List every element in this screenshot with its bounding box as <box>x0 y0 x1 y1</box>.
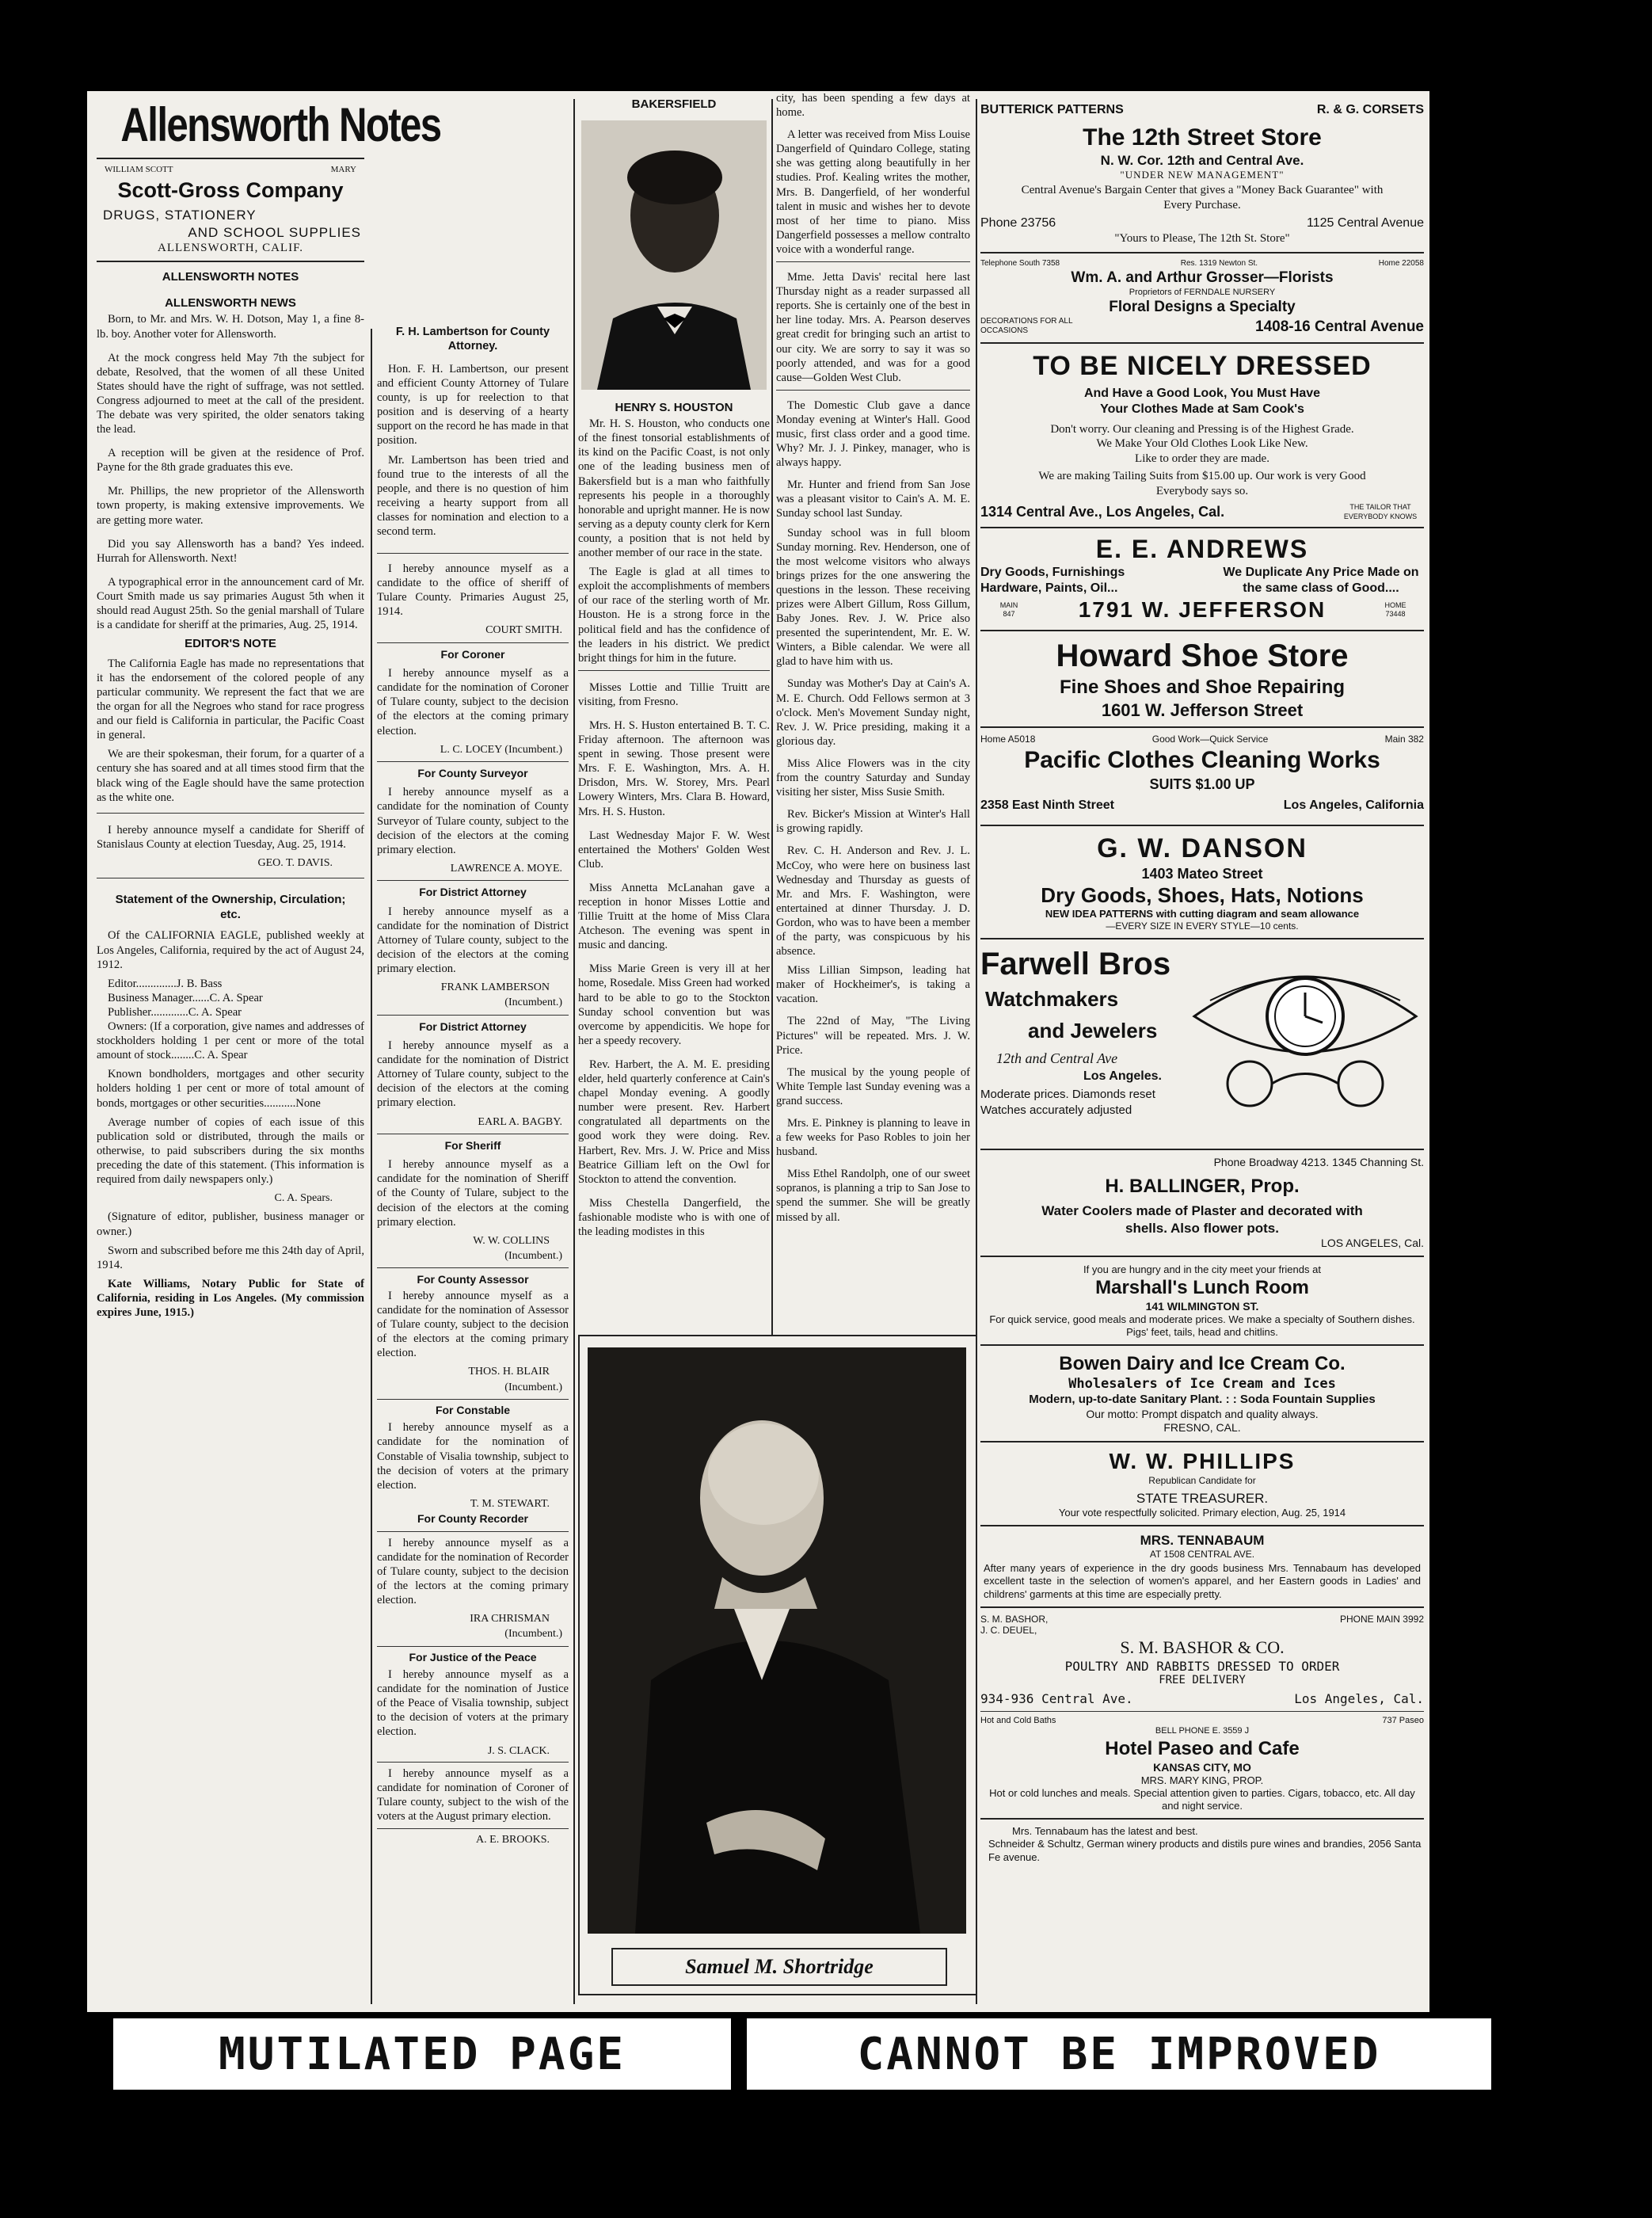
ad-nicely-line-2: Your Clothes Made at Sam Cook's <box>1100 402 1304 416</box>
article-text: Owners: (If a corporation, give names and addresses of stockholders holding 1 per cent or more of the total amount of stock........C. A. Spear <box>97 1020 364 1062</box>
announcement-heading: For Justice of the Peace <box>409 1650 537 1664</box>
ad-phillips-line-2: STATE TREASURER. <box>1136 1491 1269 1507</box>
article-text: Known bondholders, mortgages and other security holders holding 1 per cent or more of total amount of bonds, mortgages or other securities...........None <box>97 1068 364 1110</box>
announcement-heading: For Sheriff <box>444 1138 501 1152</box>
article-text: Miss Marie Green is very ill at her home, Rosedale. Miss Green had worked hard to be able to go to the Stockton Sunday school convention but was overcome by appendicitis. We hope for her a speedy recovery. <box>578 962 770 1047</box>
article-text: Misses Lottie and Tillie Truitt are visiting, from Fresno. <box>578 680 770 708</box>
ad-danson-address: 1403 Mateo Street <box>1141 865 1263 882</box>
company-place: ALLENSWORTH, CALIF. <box>158 241 303 254</box>
article-text: Mme. Jetta Davis' recital here last Thursday night as a reader surpassed all reports. She is certainly one of the best in her line today. Mrs. A. Pearson deserves great credit for bringing such an artist to our city. We are sorry to say it was so poorly attended, and was for a good cause—Golden West Club. <box>776 271 970 384</box>
announcement-text: I hereby announce myself as a candidate for the nomination of Recorder of Tulare county, subject to the decision of the lectors at the coming primary election. <box>377 1536 569 1606</box>
article-text: Mr. Phillips, the new proprietor of the Allensworth town property, is making extensive improvements. We are getting more water. <box>97 485 364 527</box>
ads-column <box>980 91 1424 2012</box>
column-rule <box>573 99 575 2004</box>
announcement-text: I hereby announce myself as a candidate for the nomination of Coroner of Tulare county, subject to the decision of the electors at the coming primary election. <box>377 667 569 737</box>
ad-butterick: BUTTERICK PATTERNS <box>980 103 1124 116</box>
eye-watch-icon <box>1186 953 1424 1111</box>
ad-12th-street-title: The 12th Street Store <box>1083 124 1322 151</box>
article-text: The California Eagle has made no representations that it has the endorsement of the colored people of any particular community. We represent the fact that we are the organ for all the Negroes who stand for race progress and our field is California in particular, the Pacific Coast in general. <box>97 657 364 742</box>
article-text: Mr. H. S. Houston, who conducts one of the finest tonsorial establishments of its kind on the Pacific Coast, is not only one of the leading business men of Bakersfield but is a man who faithfully represents his people in a thoroughly honorable and upright manner. He is now serving as a deputy county clerk for Kern county, a position that is not held by another member of our race in the state. <box>578 417 770 560</box>
ad-farwell-line-6: Watches accurately adjusted <box>980 1103 1132 1118</box>
company-line-2: AND SCHOOL SUPPLIES <box>188 224 361 240</box>
announcement-text: Hon. F. H. Lambertson, our present and efficient County Attorney of Tulare county, is up for reelection to that position and is deserving of a hearty support on the record he has made in that position. <box>377 362 569 448</box>
signature: J. S. CLACK. <box>487 1744 550 1757</box>
ad-12th-street-phone: Phone 23756 <box>980 216 1056 231</box>
ad-bowen-line-3: Our motto: Prompt dispatch and quality always. <box>1086 1407 1319 1420</box>
ad-paseo-title: Hotel Paseo and Cafe <box>1105 1737 1300 1759</box>
ad-phillips-line-1: Republican Candidate for <box>1148 1475 1256 1487</box>
column-3 <box>578 91 770 1434</box>
article-text: Miss Lillian Simpson, leading hat maker of Hockheimer's, is taking a vacation. <box>776 964 970 1006</box>
ad-ballinger-phone: Phone Broadway 4213. 1345 Channing St. <box>1213 1156 1424 1169</box>
article-text: The musical by the young people of White Temple last Sunday evening was a grand success. <box>776 1065 970 1107</box>
portrait-image <box>588 1347 966 1934</box>
column-4 <box>776 91 970 1426</box>
ad-grosser-sub: Proprietors of FERNDALE NURSERY <box>1129 287 1276 297</box>
ad-bowen-city: FRESNO, CAL. <box>1163 1421 1241 1435</box>
announcement-text: I hereby announce myself as a candidate for the nomination of District Attorney of Tulare county, subject to the decision of the electors at the coming primary election. <box>377 1039 569 1110</box>
ad-nicely-address: 1314 Central Ave., Los Angeles, Cal. <box>980 504 1225 520</box>
signature: W. W. COLLINS <box>473 1234 550 1247</box>
ad-bashor-city: Los Angeles, Cal. <box>1294 1690 1424 1706</box>
ad-pacific-suits: SUITS $1.00 UP <box>1149 776 1255 792</box>
ad-marshall-line-1: If you are hungry and in the city meet your friends at <box>1083 1263 1321 1275</box>
masthead-sub-right: MARY <box>330 165 356 175</box>
ad-nicely-line-7: Everybody says so. <box>1155 484 1249 497</box>
company-line-1: DRUGS, STATIONERY <box>103 208 257 223</box>
ad-grosser-address: 1408-16 Central Avenue <box>1255 318 1424 335</box>
announcement-heading: For District Attorney <box>419 886 527 899</box>
ad-bashor-phone: PHONE MAIN 3992 <box>1339 1613 1424 1625</box>
announcement-text: I hereby announce myself as a candidate for the nomination of Sheriff of the County of Tulare, subject to the decision of the electors at the coming primary election. <box>377 1158 569 1229</box>
ad-marshall-title: Marshall's Lunch Room <box>1095 1277 1309 1299</box>
masthead-sub-left: WILLIAM SCOTT <box>105 165 173 175</box>
shortridge-caption: Samuel M. Shortridge <box>685 1955 874 1978</box>
signature: GEO. T. DAVIS. <box>257 856 333 869</box>
ad-tennabaum-note: Mrs. Tennabaum has the latest and best. <box>1012 1825 1198 1838</box>
ad-paseo-bell: BELL PHONE E. 3559 J <box>1155 1726 1250 1736</box>
ad-danson-title: G. W. DANSON <box>1097 833 1308 863</box>
article-text: Sunday school was in full bloom Sunday morning. Rev. Henderson, one of the most welcome visitors who always brings prizes for the one answering the questions in the lesson. These receiving prizes were Albert Gillum, Ross Gillum, Baby Jones. Rev. J. W. Price also presented the superintendent, Mr. E. W. Winters, a Bible calendar. We were all glad to have him with us. <box>776 526 970 669</box>
article-text: Miss Ethel Randolph, one of our sweet sopranos, is planning a trip to San Jose to spend the summer. She will be greatly missed by all. <box>776 1168 970 1224</box>
article-text: Rev. C. H. Anderson and Rev. J. L. McCoy, who were here on business last Wednesday and Thursday as guests of Mr. and Mrs. F. Washington, were entertained at dinner Thursday. J. D. Gordon, who was to have been a member of the party, was conspicuous by his absence. <box>776 844 970 958</box>
article-text: Last Wednesday Major F. W. West entertained the Mothers' Golden West Club. <box>578 829 770 871</box>
signature: C. A. Spears. <box>274 1192 333 1205</box>
ad-pacific-service: Good Work—Quick Service <box>1151 734 1269 745</box>
allensworth-notes-heading: ALLENSWORTH NOTES <box>162 270 299 284</box>
ad-nicely-line-6: We are making Tailing Suits from $15.00 up. Our work is very Good <box>1038 470 1366 483</box>
ad-andrews-left: Dry Goods, Furnishings Hardware, Paints, Oil... <box>980 566 1125 596</box>
signature: LAWRENCE A. MOYE. <box>450 862 562 875</box>
ad-howard-title: Howard Shoe Store <box>1056 638 1349 673</box>
ad-andrews-right: We Duplicate Any Price Made on the same class of Good.... <box>1223 566 1419 596</box>
ad-grosser-home: Home 22058 <box>1378 258 1424 268</box>
ad-pacific-main: Main 382 <box>1384 734 1424 745</box>
article-text: Rev. Harbert, the A. M. E. presiding elder, held quarterly conference at Cain's chapel Monday evening. A goodly number were present. Rev. Harbert congratulated all departments on the good work they were doing. Rev. Harbert, Rev. Mrs. J. W. Price and Miss Beatrice Gilliam left on the Owl for Stockton to attend the convention. <box>578 1058 770 1186</box>
article-text: Sunday was Mother's Day at Cain's A. M. E. Church. Odd Fellows sermon at 3 o'clock. Men's Movement Sunday night, Rev. J. W. Price presiding, making it a glorious day. <box>776 677 970 748</box>
column-1 <box>97 91 441 2012</box>
ad-grosser-floral: Floral Designs a Specialty <box>1109 299 1296 316</box>
ad-bashor-address: 934-936 Central Ave. <box>980 1690 1133 1706</box>
ad-tennabaum-text: After many years of experience in the dry goods business Mrs. Tennabaum has developed excellent taste in the selection of women's apparel, and her Eastern goods in Ladies' and childrens' garments at this time are especially pretty. <box>984 1562 1421 1600</box>
ad-howard-address: 1601 W. Jefferson Street <box>1101 700 1304 721</box>
ad-12th-street-mgmt: "UNDER NEW MANAGEMENT" <box>1120 169 1285 181</box>
ad-paseo-city: KANSAS CITY, MO <box>1153 1760 1251 1774</box>
article-text: Miss Alice Flowers was in the city from the country Saturday and Sunday visiting her sister, Miss Susie Smith. <box>776 756 970 799</box>
article-text: At the mock congress held May 7th the subject for debate, Resolved, that the women of all these United States should have the right of suffrage, was not settled. Congress adjourned to meet at the call of the president. The debate was very spirited, the older senators taking the lead. <box>97 351 364 436</box>
ad-grosser-tel: Telephone South 7358 <box>980 258 1060 268</box>
ad-paseo-text: Hot or cold lunches and meals. Special attention given to parties. Cigars, tobacco, etc. All day and night service. <box>989 1787 1415 1812</box>
announcement-text: I hereby announce myself as a candidate for nomination of Coroner of Tulare county, subject to the wish of the voters at the August primary election. <box>377 1766 569 1824</box>
portrait-image <box>581 120 767 390</box>
article-text: Of the CALIFORNIA EAGLE, published weekly at Los Angeles, California, required by the act of August 24, 1912. <box>97 929 365 971</box>
announcement-heading: For County Recorder <box>417 1512 528 1526</box>
ad-12th-street-address: N. W. Cor. 12th and Central Ave. <box>1100 153 1304 169</box>
ad-farwell-line-2: and Jewelers <box>1028 1019 1158 1043</box>
signature: A. E. BROOKS. <box>476 1834 550 1846</box>
ad-nicely-line-1: And Have a Good Look, You Must Have <box>1083 386 1321 400</box>
ad-farwell-line-1: Watchmakers <box>985 987 1119 1012</box>
cannot-be-improved-banner <box>744 2016 1494 2092</box>
ad-bowen-line-1: Wholesalers of Ice Cream and Ices <box>1068 1376 1336 1393</box>
newspaper-page <box>87 91 1429 2012</box>
ad-paseo-baths: Hot and Cold Baths <box>980 1715 1056 1725</box>
announcement-heading: For District Attorney <box>419 1019 527 1033</box>
announcement-text: I hereby announce myself as a candidate for the nomination of Constable of Visalia township, subject to the decision of voters at the primary election. <box>377 1421 569 1492</box>
editors-note-heading: EDITOR'S NOTE <box>185 637 276 651</box>
banner-left-text: MUTILATED PAGE <box>218 2028 626 2080</box>
article-text: Did you say Allensworth has a band? Yes indeed. Hurrah for Allensworth. Next! <box>97 537 364 565</box>
article-text: Born, to Mr. and Mrs. W. H. Dotson, May 1, a fine 8-lb. boy. Another voter for Allensworth. <box>97 313 364 341</box>
announcement-text: I hereby announce myself as a candidate for the nomination of County Surveyor of Tulare county, subject to the decision of the electors at the coming primary election. <box>377 786 569 856</box>
ad-farwell <box>980 945 1424 1143</box>
ad-12th-street-text: Central Avenue's Bargain Center that gives a "Money Back Guarantee" with Every Purchase. <box>1021 184 1384 212</box>
ad-pacific-home: Home A5018 <box>980 734 1036 745</box>
ad-andrews-home: HOME 73448 <box>1384 601 1406 619</box>
signature-note: (Incumbent.) <box>504 1250 562 1263</box>
ad-nicely-dressed-title: TO BE NICELY DRESSED <box>1033 350 1372 381</box>
company-name: Scott-Gross Company <box>117 178 344 203</box>
article-text: Sworn and subscribed before me this 24th day of April, 1914. <box>97 1244 364 1271</box>
ad-ballinger-title: H. BALLINGER, Prop. <box>1105 1175 1300 1197</box>
ad-danson-line-1: NEW IDEA PATTERNS with cutting diagram and seam allowance <box>1045 908 1360 920</box>
ad-andrews-title: E. E. ANDREWS <box>1095 534 1309 563</box>
ad-bowen-title: Bowen Dairy and Ice Cream Co. <box>1059 1353 1346 1375</box>
henry-houston-photo <box>581 120 767 390</box>
statement-editor: Editor..............J. B. Bass <box>108 977 223 990</box>
ad-farwell-title: Farwell Bros <box>980 947 1171 982</box>
ad-tennabaum-address: AT 1508 CENTRAL AVE. <box>1149 1549 1255 1561</box>
article-text: Mrs. H. S. Huston entertained B. T. C. Friday afternoon. The afternoon was spent in sewing. Those present were Mrs. F. E. Washington, Mrs. A. H. Drisdon, Mrs. W. Storey, Mrs. Pearl Lowery Winters, Mrs. Clara B. Howard, Mrs. H. S. Huston. <box>578 718 770 818</box>
ad-ballinger-line-2: shells. Also flower pots. <box>1125 1220 1279 1236</box>
signature: COURT SMITH. <box>485 624 562 637</box>
announcement-heading: For County Assessor <box>417 1273 529 1286</box>
signature-note: (Incumbent.) <box>504 1628 562 1641</box>
article-text: Miss Annetta McLanahan gave a reception in honor Misses Lottie and Tillie Truitt at the home of Miss Clara Atcheson. The evening was spent in music and dancing. <box>578 881 770 952</box>
column-2 <box>377 321 569 2012</box>
ad-12th-street-address2: 1125 Central Avenue <box>1307 216 1424 231</box>
ad-andrews-main: MAIN 847 <box>999 601 1018 619</box>
column-rule <box>371 329 372 2004</box>
signature: FRANK LAMBERSON <box>440 981 550 993</box>
ad-danson-line-2: —EVERY SIZE IN EVERY STYLE—10 cents. <box>1106 920 1299 932</box>
ad-paseo-prop: MRS. MARY KING, PROP. <box>1140 1774 1264 1786</box>
ad-ballinger-line-1: Water Coolers made of Plaster and decorated with <box>1041 1203 1363 1219</box>
signature: THOS. H. BLAIR <box>468 1366 550 1378</box>
ad-bowen-line-2: Modern, up-to-date Sanitary Plant. : : Soda Fountain Supplies <box>1029 1393 1376 1407</box>
signature: T. M. STEWART. <box>470 1497 550 1510</box>
ad-grosser-title: Wm. A. and Arthur Grosser—Florists <box>1071 269 1334 287</box>
article-text: I hereby announce myself a candidate for Sheriff of Stanislaus County at election Tuesday, Aug. 25, 1914. <box>97 823 364 851</box>
ad-pacific-city: Los Angeles, California <box>1283 798 1424 812</box>
ad-bashor-line-3: POULTRY AND RABBITS DRESSED TO ORDER <box>1064 1658 1340 1674</box>
column-rule <box>976 99 977 2004</box>
statement-publisher: Publisher.............C. A. Spear <box>108 1005 242 1019</box>
ad-phillips-title: W. W. PHILLIPS <box>1109 1448 1296 1473</box>
ad-paseo-street: 737 Paseo <box>1382 1715 1424 1725</box>
article-text: The Eagle is glad at all times to exploit the accomplishments of members of our race of the sterling worth of Mr. Houston. He is a strong force in the political field and has the confidence of the leaders in his district. We predict bright things for him in the future. <box>578 566 770 665</box>
article-text: city, has been spending a few days at home. <box>776 92 970 120</box>
announcement-heading: For Constable <box>435 1404 511 1416</box>
article-text: We are their spokesman, their forum, for a quarter of a century she has soared and at all times stood firm that the black wing of the Eagle should have the same protection as the white one. <box>97 748 364 804</box>
signature-note: (Incumbent.) <box>504 1381 562 1393</box>
masthead-title: Allensworth Notes <box>120 98 441 151</box>
signature-note: (Incumbent.) <box>504 997 562 1009</box>
ad-andrews-address: 1791 W. JEFFERSON <box>1078 597 1327 623</box>
banner-right-text: CANNOT BE IMPROVED <box>857 2028 1381 2080</box>
ad-bashor-title: S. M. BASHOR & CO. <box>1120 1637 1285 1658</box>
article-text: A reception will be given at the residence of Prof. Payne for the 8th grade graduates this eve. <box>97 447 364 474</box>
ad-bashor-line-1: S. M. BASHOR, <box>980 1613 1049 1625</box>
ad-marshall-line-2: For quick service, good meals and moderate prices. We make a specialty of Southern dishes. Pigs' feet, tails, head and chitlins. <box>989 1313 1415 1339</box>
shortridge-photo <box>588 1347 966 1934</box>
ad-farwell-line-3: 12th and Central Ave <box>996 1050 1118 1067</box>
ad-bashor-line-2: J. C. DEUEL, <box>980 1625 1037 1637</box>
article-text: Mrs. E. Pinkney is planning to leave in a few weeks for Paso Robles to join her husband. <box>776 1117 970 1159</box>
ad-grosser-deco: DECORATIONS FOR ALL OCCASIONS <box>980 316 1073 336</box>
ad-nicely-tailor: THE TAILOR THAT EVERYBODY KNOWS <box>1343 503 1418 520</box>
ad-danson-goods: Dry Goods, Shoes, Hats, Notions <box>1041 883 1364 908</box>
allensworth-news-heading: ALLENSWORTH NEWS <box>165 295 296 310</box>
article-text: Average number of copies of each issue of this publication sold or distributed, through the mails or otherwise, to paid subscribers during the six months preceding the date of this statement. (This information is required from daily newspapers only.) <box>97 1115 364 1186</box>
signature: L. C. LOCEY (Incumbent.) <box>440 743 562 756</box>
article-text: (Signature of editor, publisher, business manager or owner.) <box>97 1210 364 1238</box>
ad-phillips-line-3: Your vote respectfully solicited. Primary election, Aug. 25, 1914 <box>1058 1507 1346 1519</box>
ad-pacific-title: Pacific Clothes Cleaning Works <box>1024 747 1380 774</box>
announcement-heading: F. H. Lambertson for County Attorney. <box>395 326 550 353</box>
article-text: The 22nd of May, "The Living Pictures" will be repeated. Mrs. J. W. Price. <box>776 1015 970 1057</box>
signature: EARL A. BAGBY. <box>478 1115 562 1128</box>
statement-manager: Business Manager......C. A. Spear <box>108 991 263 1004</box>
mutilated-page-banner <box>111 2016 733 2092</box>
ad-marshall-address: 141 WILMINGTON ST. <box>1145 1299 1259 1313</box>
article-text: Kate Williams, Notary Public for State of California, residing in Los Angeles. (My commission expires June, 1915.) <box>97 1277 364 1319</box>
signature: IRA CHRISMAN <box>470 1613 550 1625</box>
ad-tennabaum-title: MRS. TENNABAUM <box>1140 1533 1265 1549</box>
ad-schneider-note: Schneider & Schultz, German winery products and distils pure wines and brandies, 2056 Santa Fe avenue. <box>988 1838 1422 1863</box>
ad-bashor-line-4: FREE DELIVERY <box>1159 1674 1246 1687</box>
ad-farwell-line-4: Los Angeles. <box>1083 1069 1162 1084</box>
shortridge-caption-box <box>611 1948 947 1986</box>
photo-caption: HENRY S. HOUSTON <box>615 400 733 414</box>
ad-howard-sub: Fine Shoes and Shoe Repairing <box>1059 676 1346 699</box>
announcement-heading: For County Surveyor <box>417 766 528 779</box>
article-text: The Domestic Club gave a dance Monday evening at Winter's Hall. Good music, first class order and a good time. Why? Mr. J. J. Pinkey, manager, who is always happy. <box>776 398 970 470</box>
article-text: Mr. Hunter and friend from San Jose was a pleasant visitor to Cain's A. M. E. Sunday school last Sunday. <box>776 478 970 520</box>
ad-12th-street-motto: "Yours to Please, The 12th St. Store" <box>1114 232 1290 246</box>
article-text: Rev. Bicker's Mission at Winter's Hall is growing rapidly. <box>776 808 970 836</box>
shortridge-photo-frame <box>578 1335 977 1995</box>
ad-farwell-line-5: Moderate prices. Diamonds reset <box>980 1088 1155 1102</box>
announcement-text: I hereby announce myself as a candidate for the nomination of Assessor of Tulare county, subject to the decision of the electors at the coming primary election. <box>377 1289 569 1360</box>
article-text: A letter was received from Miss Louise Dangerfield of Quindaro College, stating she was getting along beautifully in her studies. Prof. Kealing writes the mother, Mrs. B. Dangerfield, of her wonderful talent in music and wishes her to devote most of her time to piano. Miss Dangerfield possesses a mellow contralto voice with a wonderful range. <box>776 128 970 256</box>
ad-nicely-line-5: Like to order they are made. <box>1135 452 1269 465</box>
ad-nicely-line-4: We Make Your Old Clothes Look Like New. <box>1096 437 1308 451</box>
article-text: Miss Chestella Dangerfield, the fashionable modiste who is with one of the leading modistes in this <box>578 1196 770 1238</box>
ad-ballinger-city: LOS ANGELES, Cal. <box>1321 1236 1424 1249</box>
ad-corsets: R. & G. CORSETS <box>1316 103 1424 116</box>
announcement-text: I hereby announce myself as a candidate for the nomination of District Attorney of Tulare county, subject to the decision of the electors at the coming primary election. <box>377 905 569 975</box>
ad-nicely-line-3: Don't worry. Our cleaning and Pressing is of the Highest Grade. <box>1050 422 1354 436</box>
announcement-heading: For Coroner <box>440 647 505 661</box>
announcement-text: I hereby announce myself as a candidate for the nomination of Justice of the Peace of Visalia township, subject to the decision of voters at the primary election. <box>377 1668 569 1739</box>
article-text: A typographical error in the announcement card of Mr. Court Smith made us say primaries August 5th when it should read August 25th. So the genial marshall of Tulare is a candidate for sheriff at the primaries, Aug. 25, 1914. <box>97 575 364 632</box>
ad-pacific-address: 2358 East Ninth Street <box>980 798 1114 812</box>
column-rule <box>771 99 773 1426</box>
announcement-text: I hereby announce myself as a candidate to the office of sheriff of Tulare County. Primaries August 25, 1914. <box>377 562 569 619</box>
ad-grosser-res: Res. 1319 Newton St. <box>1180 258 1258 268</box>
statement-heading: Statement of the Ownership, Circulation; etc. <box>115 893 346 921</box>
announcement-text: Mr. Lambertson has been tried and found true to the interests of all the people, and there is no question of him receiving a hearty support from all classes for nomination and election to a second term. <box>377 453 569 538</box>
bakersfield-heading: BAKERSFIELD <box>631 97 717 111</box>
